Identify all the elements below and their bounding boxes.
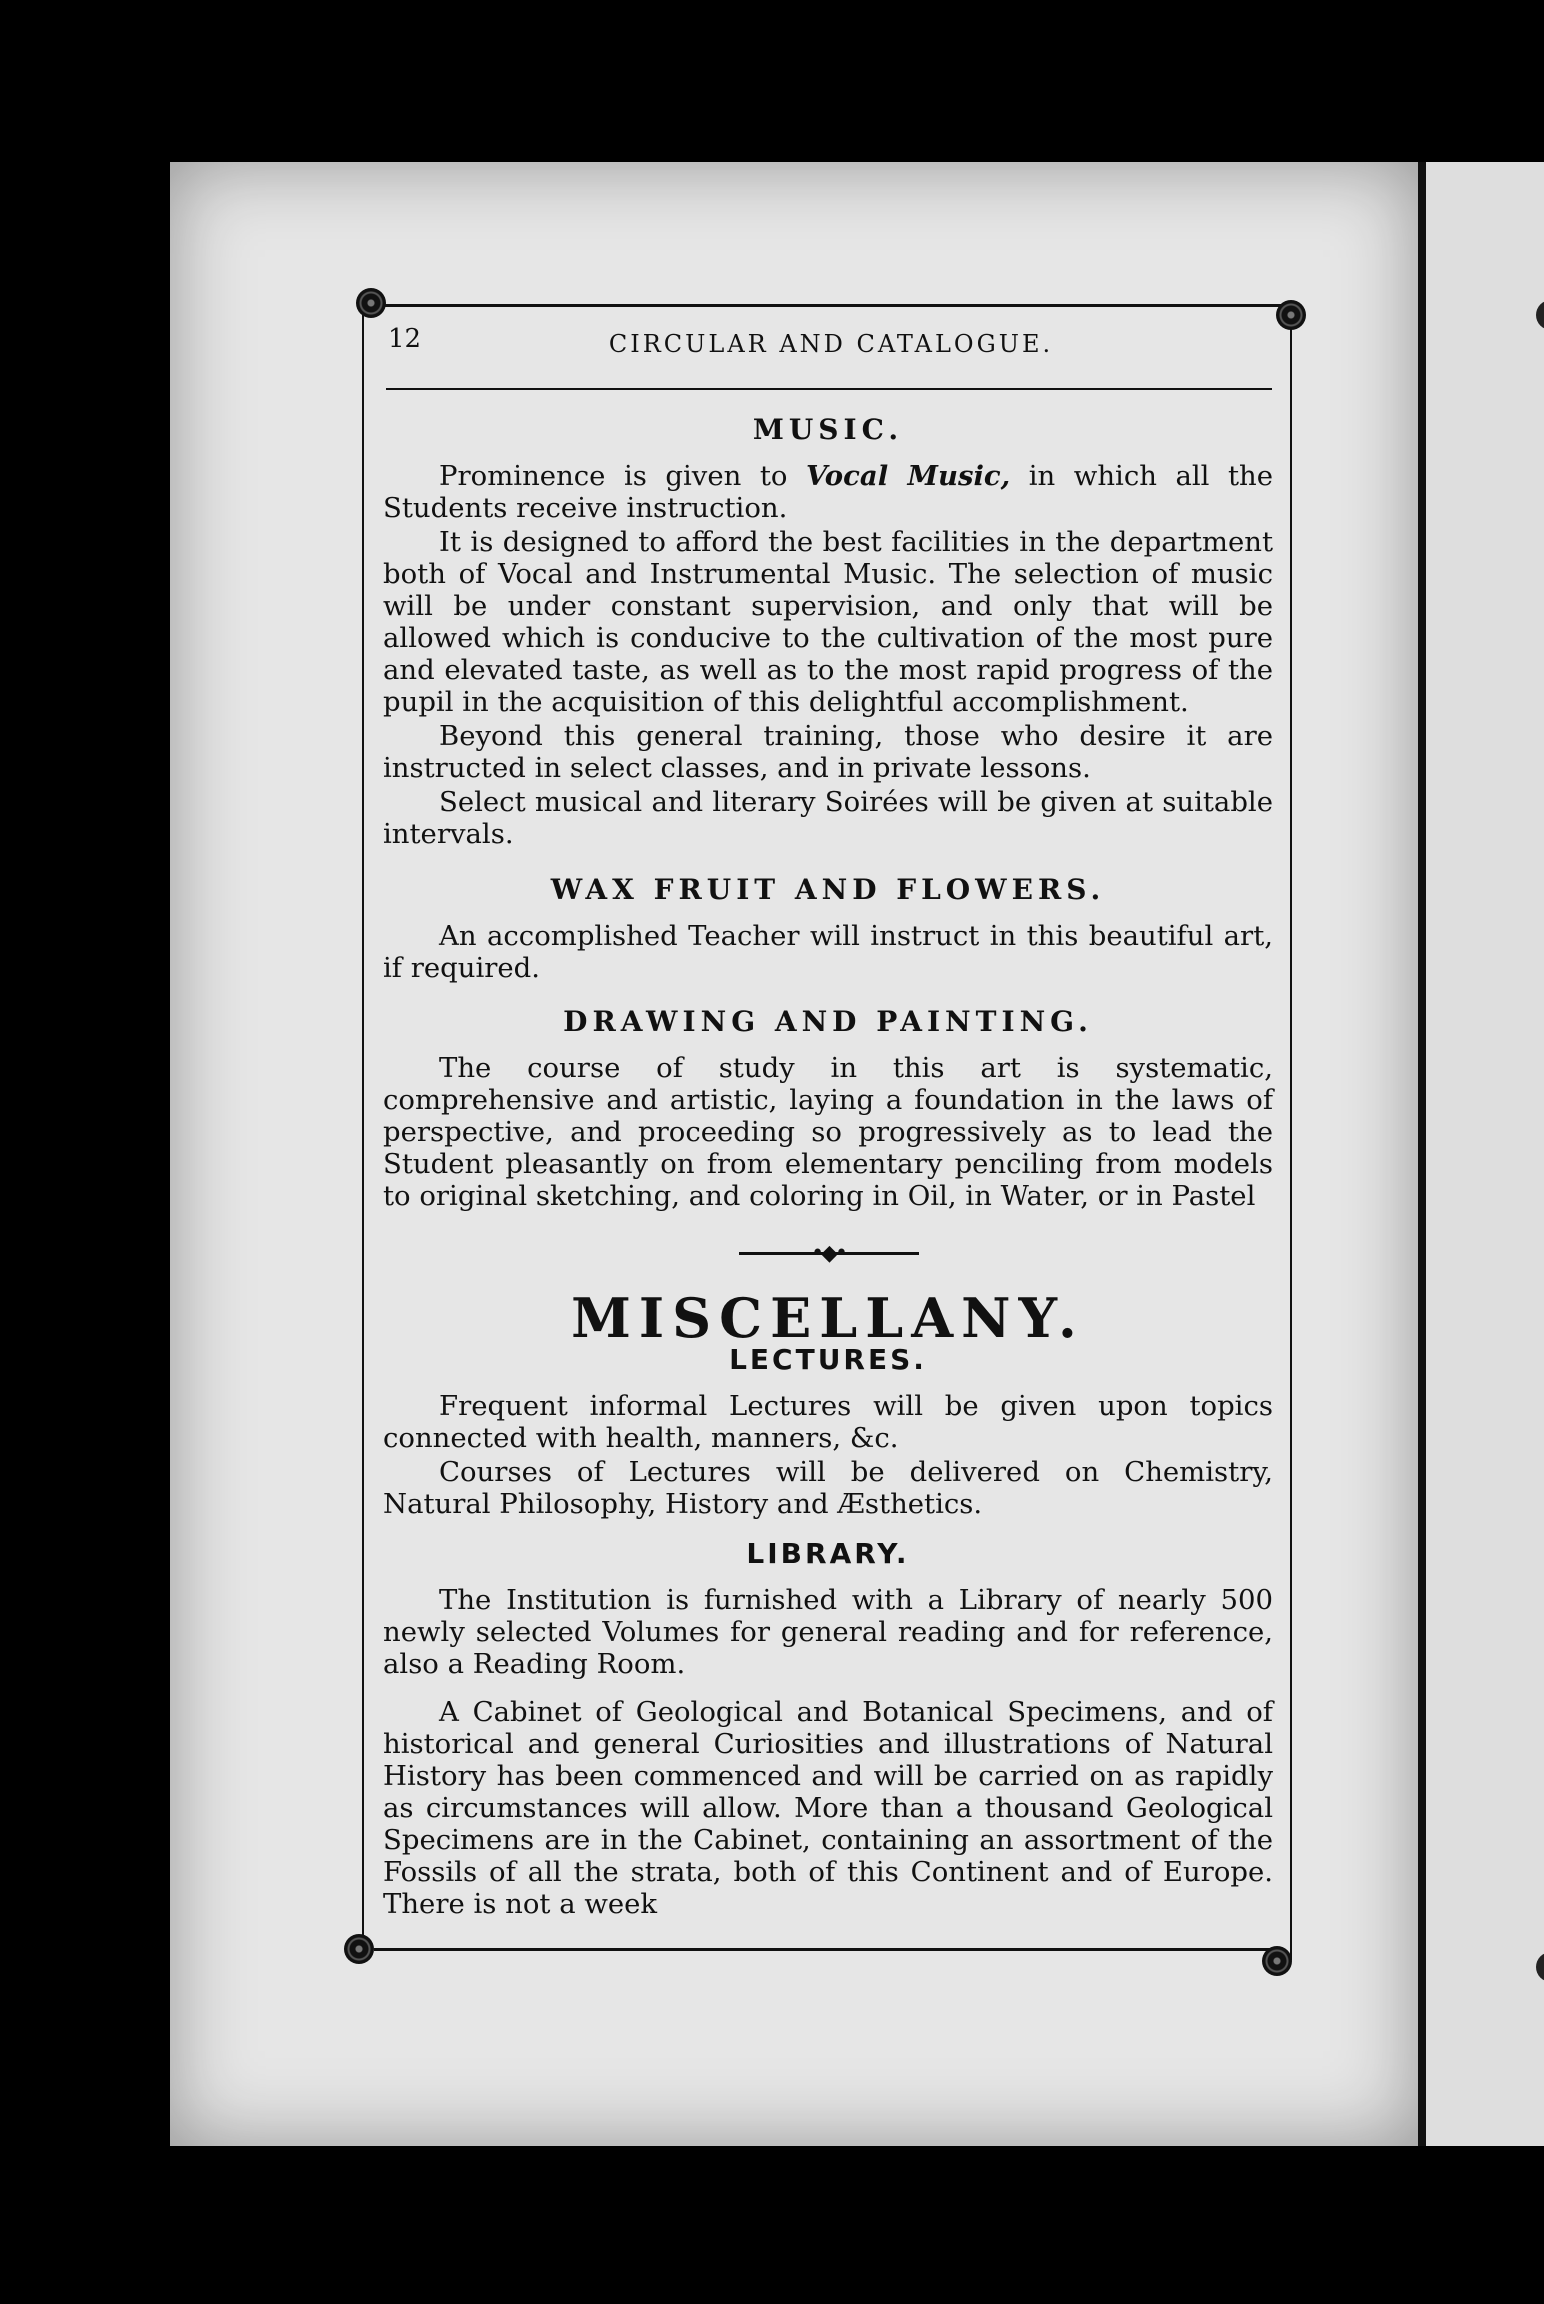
music-p1-start: Prominence is given to bbox=[439, 460, 806, 492]
corner-rosette-top-right bbox=[1276, 300, 1306, 330]
music-p1-emphasis: Vocal Music, bbox=[806, 460, 1011, 492]
bottom-border-rule bbox=[374, 1948, 1284, 1951]
library-paragraph-1: The Institution is furnished with a Library of nearly 500 newly selected Volumes for general reading and for reference, also a Reading Room. bbox=[383, 1584, 1273, 1680]
page-content bbox=[383, 400, 1273, 1922]
facing-rosette-top bbox=[1536, 300, 1544, 330]
divider-ornament: •◆• bbox=[811, 1241, 845, 1266]
music-p1-end: in which all the Students receive instruction. bbox=[383, 460, 1274, 524]
facing-page-edge bbox=[1418, 162, 1544, 2146]
lectures-paragraph-1: Frequent informal Lectures will be given upon topics connected with health, manners, &c. bbox=[383, 1390, 1273, 1454]
running-title: CIRCULAR AND CATALOGUE. bbox=[608, 330, 1054, 358]
music-paragraph-2: It is designed to afford the best facilities in the department both of Vocal and Instrumental Music. The selection of music will be under constant supervision, and only that will be allowed which is conducive to the cultivation of the most pure and elevated taste, as well as to the most rapid progress of the pupil in the acquisition of this delightful accomplishment. bbox=[383, 526, 1273, 718]
music-paragraph-3: Beyond this general training, those who desire it are instructed in select classes, and in private lessons. bbox=[383, 720, 1273, 784]
corner-rosette-bottom-right bbox=[1262, 1946, 1292, 1976]
drawing-heading: DRAWING AND PAINTING. bbox=[563, 1005, 1093, 1038]
corner-rosette-top-left bbox=[356, 288, 386, 318]
top-border-rule bbox=[374, 304, 1284, 307]
wax-heading: WAX FRUIT AND FLOWERS. bbox=[550, 873, 1106, 906]
wax-paragraph: An accomplished Teacher will instruct in this beautiful art, if required. bbox=[383, 920, 1273, 984]
running-header bbox=[386, 324, 1276, 374]
music-heading: MUSIC. bbox=[752, 413, 904, 446]
drawing-paragraph: The course of study in this art is systematic, comprehensive and artistic, laying a foundation in the laws of perspective, and proceeding so progressively as to lead the Student pleasantly on from elementary penciling from models to original sketching, and coloring in Oil, in Water, or in Pastel bbox=[383, 1052, 1273, 1212]
library-heading: LIBRARY. bbox=[746, 1537, 910, 1570]
lectures-heading: LECTURES. bbox=[729, 1343, 927, 1376]
header-rule bbox=[386, 388, 1272, 390]
music-paragraph-4: Select musical and literary Soirées will be given at suitable intervals. bbox=[383, 786, 1273, 850]
corner-rosette-bottom-left bbox=[344, 1934, 374, 1964]
library-paragraph-2: A Cabinet of Geological and Botanical Specimens, and of historical and general Curiosities and illustrations of Natural History has been commenced and will be carried on as rapidly as circumstances will allow. More than a thousand Geological Specimens are in the Cabinet, containing an assortment of the Fossils of all the strata, both of this Continent and of Europe. There is not a week bbox=[383, 1696, 1273, 1920]
facing-rosette-bottom bbox=[1536, 1952, 1544, 1982]
miscellany-heading: MISCELLANY. bbox=[571, 1286, 1085, 1350]
section-divider bbox=[383, 1234, 1273, 1274]
lectures-paragraph-2: Courses of Lectures will be delivered on Chemistry, Natural Philosophy, History and Æsthetics. bbox=[383, 1456, 1273, 1520]
page-number: 12 bbox=[388, 324, 422, 354]
music-paragraph-1 bbox=[383, 460, 1273, 524]
